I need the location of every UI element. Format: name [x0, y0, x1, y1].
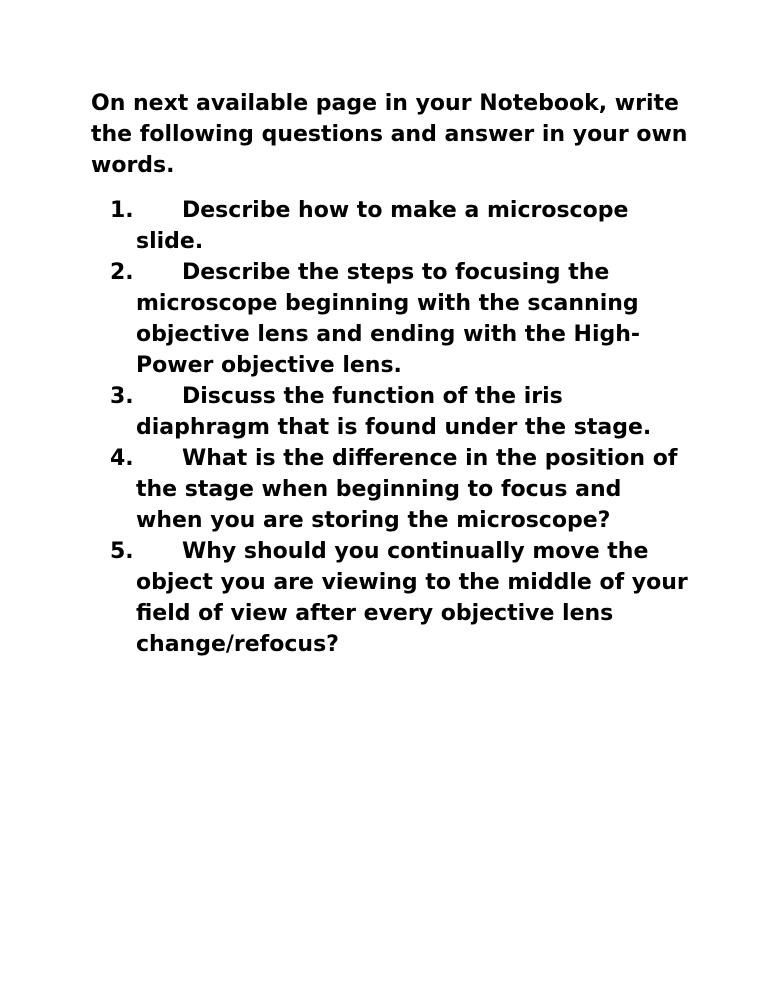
question-number: 2.: [110, 260, 134, 285]
question-text: Discuss the function of the iris diaphragm that is found under the stage.: [136, 384, 652, 440]
question-item: [110, 257, 690, 381]
question-item: [110, 195, 690, 257]
question-number: 1.: [110, 198, 134, 223]
question-number: 3.: [110, 384, 134, 409]
question-number: 5.: [110, 539, 134, 564]
question-item: [110, 443, 690, 536]
question-text: Why should you continually move the object you are viewing to the middle of your field of view after every objective lens change/refocus?: [136, 539, 688, 657]
question-item: [110, 536, 690, 660]
question-text: Describe how to make a microscope slide.: [136, 198, 629, 254]
question-text: What is the difference in the position of the stage when beginning to focus and when you are storing the microscope?: [136, 446, 678, 533]
question-list: [110, 195, 690, 660]
instructions-paragraph: On next available page in your Notebook, write the following questions and answer in your own words.: [91, 91, 688, 178]
question-number: 4.: [110, 446, 134, 471]
question-text: Describe the steps to focusing the microscope beginning with the scanning objective lens and ending with the High-Power objective lens.: [136, 260, 641, 378]
question-item: [110, 381, 690, 443]
